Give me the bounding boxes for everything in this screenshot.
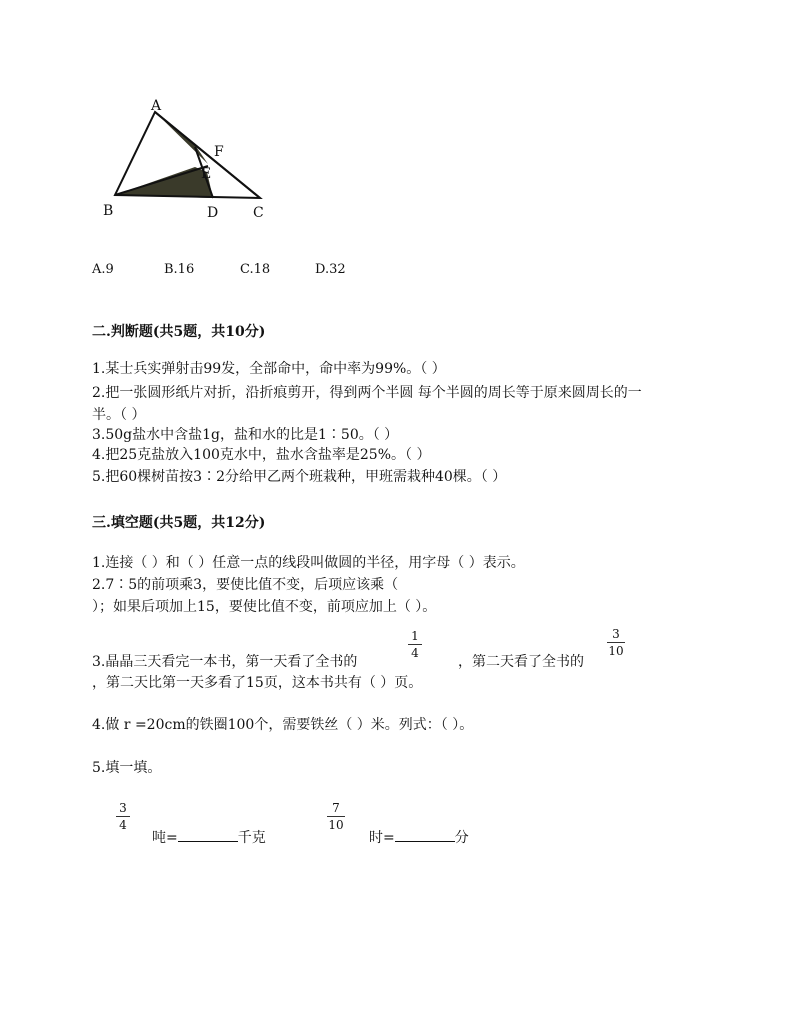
s3-q3-fraction-1 — [408, 629, 422, 660]
s2-question-1: 1.某士兵实弹射击99发，全部命中，命中率为99%。（ ） — [92, 361, 446, 377]
s3-question-1: 1.连接（ ）和（ ）任意一点的线段叫做圆的半径，用字母（ ）表示。 — [92, 555, 525, 571]
fraction-denominator: 10 — [608, 644, 624, 658]
s3-question-4: 4.做 r =20cm的铁圈100个，需要铁丝（ ）米。列式：（ ）。 — [92, 717, 474, 733]
fraction-bar — [408, 644, 422, 645]
s3-question-2-line1: 2.7∶5的前项乘3，要使比值不变，后项应该乘（ — [92, 577, 399, 593]
label-a: A — [151, 98, 162, 114]
choice-c[interactable]: C.18 — [240, 262, 271, 277]
label-e: E — [201, 166, 212, 182]
fraction-denominator: 10 — [328, 818, 344, 832]
section2-heading: 二.判断题(共5题，共10分) — [92, 324, 266, 340]
fraction-numerator: 7 — [332, 801, 340, 815]
s2-question-2-line2: 半。（ ） — [92, 407, 146, 423]
label-f: F — [214, 144, 224, 160]
choice-b[interactable]: B.16 — [164, 262, 195, 277]
choice-d[interactable]: D.32 — [315, 262, 346, 277]
triangle-figure — [95, 92, 285, 222]
s3-q5-fraction-2 — [327, 801, 345, 832]
s2-question-3: 3.50g盐水中含盐1g，盐和水的比是1∶50。（ ） — [92, 427, 399, 443]
s3-question-3-line2: ，第二天比第一天多看了15页，这本书共有（ ）页。 — [92, 675, 423, 691]
s3-question-3-part1: 3.晶晶三天看完一本书，第一天看了全书的 — [92, 654, 358, 670]
item1-unit: 千克 — [237, 830, 266, 846]
answer-blank-1[interactable] — [178, 827, 238, 842]
s3-q5-item-2 — [369, 827, 469, 848]
shaded-region-lower — [115, 167, 213, 198]
fraction-bar — [327, 816, 345, 817]
section3-heading: 三.填空题(共5题，共12分) — [92, 515, 266, 531]
label-c: C — [253, 205, 264, 221]
s2-question-2-line1: 2.把一张圆形纸片对折，沿折痕剪开，得到两个半圆 每个半圆的周长等于原来圆周长的一 — [92, 385, 642, 401]
fraction-numerator: 3 — [612, 627, 620, 641]
fraction-denominator: 4 — [411, 646, 419, 660]
s3-question-5: 5.填一填。 — [92, 760, 162, 776]
s2-question-4: 4.把25克盐放入100克水中，盐水含盐率是25%。（ ） — [92, 447, 431, 463]
item2-prefix: 时= — [369, 830, 395, 846]
label-b: B — [103, 203, 114, 219]
fraction-numerator: 3 — [119, 801, 127, 815]
s3-q5-item-1 — [152, 827, 266, 848]
fraction-numerator: 1 — [411, 629, 419, 643]
s3-q5-fraction-1 — [116, 801, 130, 832]
item2-unit: 分 — [454, 830, 469, 846]
fraction-bar — [116, 816, 130, 817]
s3-question-2-line2: ）；如果后项加上15，要使比值不变，前项应加上（ ）。 — [92, 599, 437, 615]
choice-a[interactable]: A.9 — [92, 262, 114, 277]
s3-q3-fraction-2 — [607, 627, 625, 658]
s3-question-3-part2: ，第二天看了全书的 — [458, 654, 584, 670]
item1-prefix: 吨= — [152, 830, 178, 846]
label-d: D — [207, 205, 219, 221]
fraction-denominator: 4 — [119, 818, 127, 832]
s2-question-5: 5.把60棵树苗按3∶2分给甲乙两个班栽种，甲班需栽种40棵。（ ） — [92, 469, 507, 485]
answer-blank-2[interactable] — [395, 827, 455, 842]
fraction-bar — [607, 642, 625, 643]
